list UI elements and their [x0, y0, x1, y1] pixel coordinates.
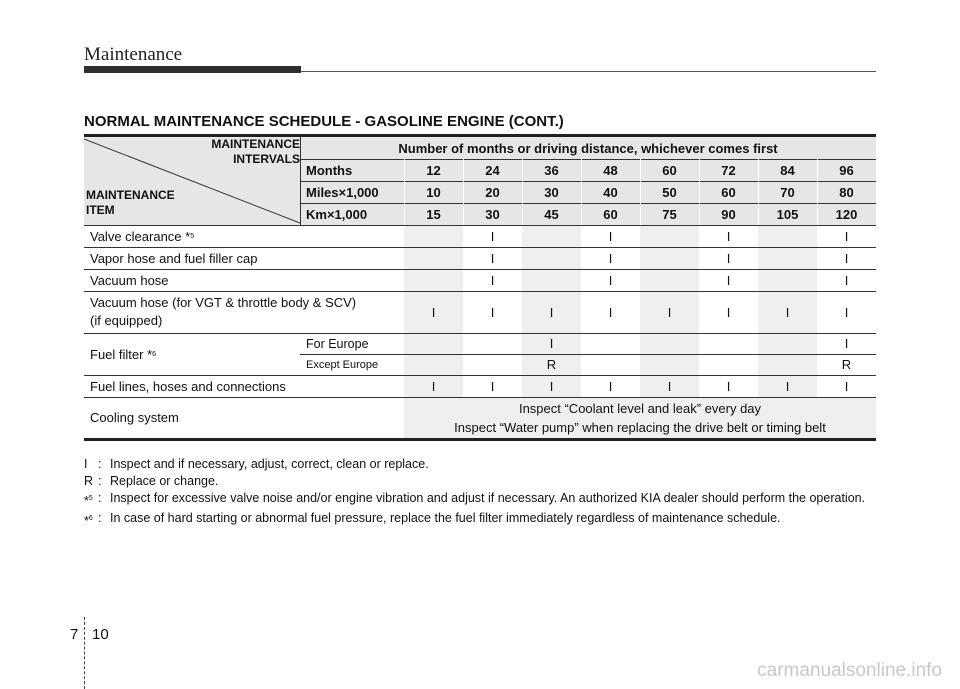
interval-cell: 30	[522, 181, 581, 203]
schedule-cell	[640, 333, 699, 354]
schedule-cell	[758, 354, 817, 375]
schedule-cell: I	[640, 375, 699, 397]
schedule-cell: I	[726, 250, 731, 266]
schedule-cell: I	[844, 336, 849, 351]
row-label-fuel-filter	[84, 333, 300, 375]
schedule-cell: I	[608, 250, 613, 266]
note-colon: :	[98, 474, 102, 488]
page-header-title: Maintenance	[84, 44, 183, 65]
schedule-cell: I	[726, 378, 731, 394]
corner-separator	[300, 137, 301, 225]
section-title: NORMAL MAINTENANCE SCHEDULE - GASOLINE ENGINE (CONT.)	[84, 113, 564, 130]
interval-row-label: Km×1,000	[300, 203, 404, 225]
table-grid-line	[84, 247, 876, 248]
interval-cell: 96	[817, 159, 876, 181]
schedule-cell: I	[726, 228, 731, 244]
schedule-cell: I	[490, 378, 495, 394]
row-sublabel-for-europe: For Europe	[306, 336, 369, 351]
interval-cell: 20	[463, 181, 522, 203]
note-colon: :	[98, 511, 102, 526]
interval-cell: 60	[640, 159, 699, 181]
schedule-cell	[699, 333, 758, 354]
header-column-separator	[699, 159, 700, 225]
corner-top-line1: MAINTENANCE	[211, 137, 300, 151]
schedule-cell: I	[608, 378, 613, 394]
schedule-cell: I	[404, 375, 463, 397]
interval-row-label: Months	[300, 159, 404, 181]
fuel-filter-sup: 6	[152, 350, 157, 358]
row-label-vacuum-hose: Vacuum hose	[90, 272, 169, 288]
schedule-cell	[404, 225, 463, 247]
schedule-cell: I	[608, 228, 613, 244]
table-grid-line	[300, 159, 876, 160]
valve-label-text: Valve clearance *	[90, 228, 191, 244]
schedule-cell	[640, 225, 699, 247]
note-key	[84, 473, 98, 490]
table-grid-line	[84, 225, 876, 226]
note-key-text: *	[84, 494, 89, 509]
fuel-filter-label-text: Fuel filter *	[90, 346, 153, 362]
note-key-text: I	[84, 457, 88, 471]
interval-cell: 15	[404, 203, 463, 225]
row-label-vapor-hose: Vapor hose and fuel filler cap	[90, 250, 258, 266]
row-sublabel-except-europe: Except Europe	[306, 358, 379, 371]
interval-cell: 48	[581, 159, 640, 181]
schedule-cell	[404, 354, 463, 375]
legend-notes	[84, 456, 884, 530]
cooling-system-instructions	[404, 397, 876, 438]
table-grid-line	[84, 269, 876, 270]
interval-cell: 70	[758, 181, 817, 203]
interval-row-label: Miles×1,000	[300, 181, 404, 203]
table-grid-line	[300, 354, 876, 355]
schedule-cell: I	[844, 272, 849, 288]
schedule-cell	[758, 225, 817, 247]
legend-note	[84, 456, 884, 473]
schedule-cell	[463, 354, 522, 375]
interval-cell: 30	[463, 203, 522, 225]
interval-cell: 90	[699, 203, 758, 225]
row-label-vacuum-hose-vgt	[84, 291, 404, 333]
valve-sup: 5	[190, 232, 195, 240]
header-rule	[301, 71, 876, 72]
schedule-cell: I	[522, 333, 581, 354]
interval-cell: 60	[699, 181, 758, 203]
vacuum-vgt-line2: (if equipped)	[90, 313, 163, 328]
row-label-valve-clearance	[84, 225, 404, 247]
interval-cell: 75	[640, 203, 699, 225]
schedule-cell	[640, 247, 699, 269]
note-key	[84, 510, 98, 530]
note-key-text: *	[84, 514, 89, 529]
interval-cell: 72	[699, 159, 758, 181]
schedule-cell	[404, 247, 463, 269]
interval-cell: 60	[581, 203, 640, 225]
schedule-cell	[640, 354, 699, 375]
schedule-cell	[758, 333, 817, 354]
schedule-cell: I	[522, 291, 581, 333]
schedule-cell: I	[844, 250, 849, 266]
row-label-fuel-lines: Fuel lines, hoses and connections	[90, 378, 286, 394]
schedule-cell	[699, 354, 758, 375]
schedule-cell	[581, 354, 640, 375]
schedule-cell: I	[844, 304, 849, 320]
schedule-cell: I	[608, 272, 613, 288]
note-colon: :	[98, 457, 102, 471]
legend-note	[84, 473, 884, 490]
note-key-text: R	[84, 474, 94, 488]
note-key	[84, 456, 98, 473]
row-label-cooling-system: Cooling system	[90, 410, 179, 425]
table-grid-line	[300, 181, 876, 182]
header-bar	[84, 66, 301, 73]
schedule-cell: R	[841, 357, 852, 372]
vacuum-vgt-line1: Vacuum hose (for VGT & throttle body & SCV)	[90, 295, 357, 310]
corner-bottom-line1: MAINTENANCE	[86, 188, 175, 202]
schedule-cell: I	[726, 304, 731, 320]
note-text: In case of hard starting or abnormal fuel pressure, replace the fuel filter immediately regardless of maintenance schedule.	[110, 511, 781, 526]
interval-cell: 84	[758, 159, 817, 181]
table-grid-line	[84, 375, 876, 376]
schedule-cell: I	[490, 272, 495, 288]
note-colon: :	[98, 491, 102, 505]
schedule-cell: I	[608, 304, 613, 320]
interval-cell: 50	[640, 181, 699, 203]
schedule-cell	[581, 333, 640, 354]
schedule-cell: I	[844, 378, 849, 394]
interval-cell: 36	[522, 159, 581, 181]
note-text: Replace or change.	[110, 474, 219, 488]
header-column-separator	[581, 159, 582, 225]
header-column-separator	[522, 159, 523, 225]
interval-cell: 10	[404, 181, 463, 203]
schedule-cell: I	[490, 250, 495, 266]
interval-cell: 24	[463, 159, 522, 181]
schedule-cell	[463, 333, 522, 354]
schedule-cell: I	[726, 272, 731, 288]
schedule-cell: R	[522, 354, 581, 375]
schedule-cell: I	[404, 291, 463, 333]
header-column-separator	[817, 159, 818, 225]
note-key-sup: 6	[88, 515, 93, 523]
schedule-cell: I	[758, 375, 817, 397]
note-key-sup: 5	[88, 495, 93, 502]
table-grid-line	[84, 397, 876, 398]
schedule-cell	[758, 247, 817, 269]
schedule-cell	[522, 247, 581, 269]
schedule-cell	[404, 333, 463, 354]
legend-note	[84, 510, 884, 530]
interval-cell: 40	[581, 181, 640, 203]
schedule-cell: I	[522, 375, 581, 397]
schedule-cell	[522, 269, 581, 291]
schedule-cell: I	[640, 291, 699, 333]
table-grid-line	[300, 203, 876, 204]
interval-cell: 105	[758, 203, 817, 225]
header-column-separator	[640, 159, 641, 225]
header-column-separator	[463, 159, 464, 225]
interval-cell: 120	[817, 203, 876, 225]
schedule-cell	[640, 269, 699, 291]
corner-top-line2: INTERVALS	[233, 152, 300, 166]
interval-cell: 45	[522, 203, 581, 225]
legend-note	[84, 490, 884, 510]
corner-item-label	[86, 188, 175, 218]
schedule-cell: I	[758, 291, 817, 333]
note-text: Inspect for excessive valve noise and/or engine vibration and adjust if necessary. An authorized KIA dealer should perform the operation.	[110, 491, 866, 505]
schedule-cell: I	[844, 228, 849, 244]
header-column-separator	[404, 159, 405, 225]
watermark-text: carmanualsonline.info	[757, 660, 942, 681]
header-column-separator	[758, 159, 759, 225]
header-column-separator	[876, 159, 877, 225]
table-grid-line	[84, 291, 876, 292]
cooling-text-1: Inspect “Coolant level and leak” every day	[518, 400, 762, 416]
schedule-cell	[758, 269, 817, 291]
interval-cell: 12	[404, 159, 463, 181]
footer-divider	[84, 617, 85, 689]
note-key	[84, 490, 98, 510]
schedule-cell: I	[490, 228, 495, 244]
cooling-text-2: Inspect “Water pump” when replacing the drive belt or timing belt	[454, 419, 826, 435]
span-header: Number of months or driving distance, whichever comes first	[300, 137, 876, 159]
footer-chapter-number: 7	[70, 626, 79, 643]
footer-page-number: 10	[92, 626, 109, 643]
schedule-cell	[404, 269, 463, 291]
table-grid-line	[84, 333, 876, 334]
schedule-cell: I	[490, 304, 495, 320]
maintenance-table	[84, 134, 876, 441]
interval-cell: 80	[817, 181, 876, 203]
note-text: Inspect and if necessary, adjust, correct, clean or replace.	[110, 457, 429, 471]
corner-bottom-line2: ITEM	[86, 203, 115, 217]
schedule-cell	[522, 225, 581, 247]
corner-intervals-label	[84, 137, 300, 167]
